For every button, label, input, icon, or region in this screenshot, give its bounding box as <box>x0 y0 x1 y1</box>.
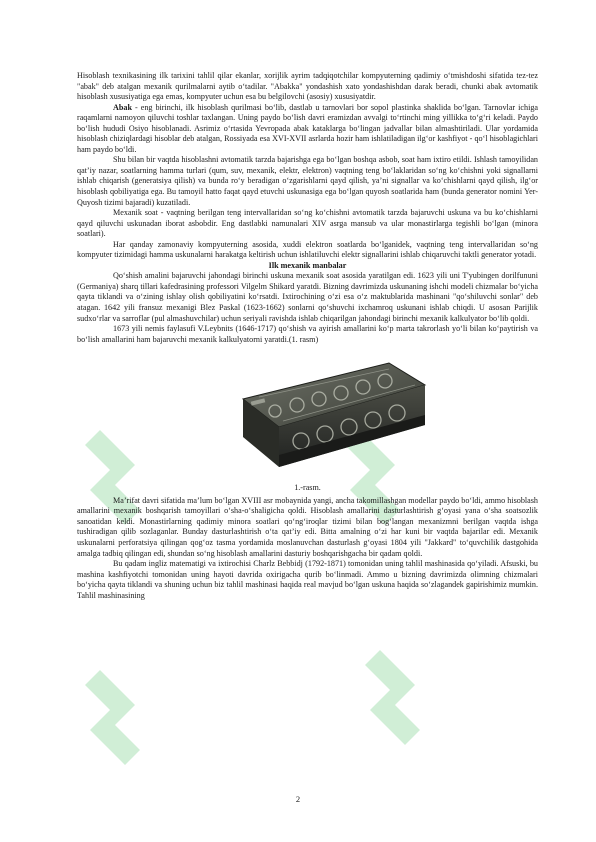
page-number: 2 <box>295 794 301 804</box>
watermark-logo-icon <box>80 660 160 770</box>
abak-text: - eng birinchi, ilk hisoblash qurilmasi bo‘lib, dastlab u tarnovlari bor sopol plastinka shaklida bo‘lgan. Tarnovlar ichiga raqamlarni namoyon qiluvchi toshlar taxlangan. Uning paydo bo‘lish davri eramizdan avvalgi to‘rtinchi ming yillikka to‘g‘ri keladi. Paydo bo‘lish hududi Osiyo hisoblanadi. Asrimiz o‘rtasida Yevropada abak kataklarga bo‘lingan jadvallar bilan almashtiriladi. Ular yordamida hisoblash chiziqlardagi hisoblar deb atalgan, Rossiyada esa XVI-XVII asrlarda hozir ham ishlatiladigan ilg‘or kashfiyot - qo‘l hisoblagichlari ham paydo bo‘ldi. <box>77 102 538 154</box>
watermark-logo-icon <box>360 640 440 750</box>
document-page <box>77 71 538 601</box>
abak-term: Abak <box>113 102 132 112</box>
paragraph: Hisoblash texnikasining ilk tarixini tahlil qilar ekanlar, xorijlik ayrim tadqiqotchilar kompyuterning qadimiy o‘tmishdoshi sifatida tez-tez "abak" deb atalgan mexanik qurilmalarni aytib o‘tadilar. "Abakka" yondashish xato yondashishdan darak beradi, chunki abak avtomatik hisoblash xususiyatiga ega emas, kompyuter uchun esa bu belgilovchi (asosiy) xususiyatdir. <box>77 71 538 102</box>
paragraph: Bu qadam ingliz matematigi va ixtirochisi Charlz Bebbidj (1792-1871) tomonidan uning tahlil mashinasida qo‘yiladi. Afsuski, bu mashina kashfiyotchi tomonidan uning hayoti davrida oxirigacha qurib bo‘linmadi. Ammo u bizning davrimizda olimning chizmalari bo‘yicha qayta tiklandi va shuning uchun biz tahlil mashinasi haqida real mavjud bo‘lgan uskuna haqida so‘zlagandek gapirishimiz mumkin. Tahlil mashinasining <box>77 559 538 600</box>
figure-caption: 1.-rasm. <box>294 483 321 493</box>
figure <box>77 355 538 483</box>
paragraph: Ma’rifat davri sifatida ma’lum bo‘lgan XVIII asr mobaynida yangi, ancha takomillashgan modellar paydo bo‘ldi, ammo hisoblash amallarini mexanik boshqarish tamoyillari o‘sha-o‘shaligicha qoldi. Hisoblash amallarini dasturlashtirish g‘oyasi yana o‘sha soatsozlik sanoatidan keldi. Monastirlarning qadimiy minora soatlari qo‘ng‘iroqlar tizimi bilan bog‘langan mexanizmni berilgan vaqtda ishga tushiradigan qilib sozlaganlar. Bunday dasturlashtirish o‘ta qat’iy edi. Bitta amalning o‘zi har kuni bir vaqtda bajarilar edi. Mexanik uskunalarni perforatsiya qilingan qog‘oz tasma yordamida moslanuvchan dasturlash g‘oyasi 1804 yili "Jakkard" to‘quvchilik dastgohida amalga tadbiq qilingan edi, shundan so‘ng hisoblash amallarini dasturiy boshqarishgacha bir qadam qoldi. <box>77 495 538 558</box>
paragraph: Mexanik soat - vaqtning berilgan teng intervallaridan so‘ng ko‘chishni avtomatik tarzda bajaruvchi uskuna va bu ko‘chishlarni qayd qiluvchi uskunadan iborat asbobdir. Eng dastlabki namunalari XIV asrga mansub va ular monastirlarga tegishli bo‘lgan (minora soatlari). <box>77 208 538 239</box>
paragraph: 1673 yili nemis faylasufi V.Leybnits (1646-1717) qo‘shish va ayirish amallarini ko‘p marta takrorlash yo‘li bilan ko‘paytirish va bo‘lish amallarini ham bajaruvchi mexanik kalkulyatorni yaratdi.(1. rasm) <box>77 324 538 344</box>
paragraph: Shu bilan bir vaqtda hisoblashni avtomatik tarzda bajarishga ega bo‘lgan boshqa asbob, soat ham ixtiro etildi. Ishlash tamoyilidan qat’iy nazar, soatlarning hamma turlari (qum, suv, mexanik, elektr, elektron) vaqtning teng bo‘laklaridan so‘ng ko‘chishni yoki signallarni ishlab chiqarish (generatsiya qilish) va bunda ro‘y beradigan o‘zgarishlarni qayd qilish, ya’ni signallar va ko‘chishlarni qayd qilish, ilg‘or hisoblash qobiliyatiga ega. Bu tamoyil hatto faqat qayd etuvchi uskunasiga ega bo‘lgan quyosh soatlarida ham (bunda generator nomini Yer-Quyosh tizimi bajaradi) kuzatiladi. <box>77 155 538 207</box>
paragraph: Har qanday zamonaviy kompyuterning asosida, xuddi elektron soatlarda bo‘lganidek, vaqtning teng intervallaridan so‘ng kompyuter tizimidagi hamma uskunalarni harakatga keltirish uchun ishlatiluvchi elektr signallarini ishlab chiqaruvchi taktli generator yotadi. <box>77 239 538 260</box>
leibniz-calculator-image <box>239 355 429 473</box>
abak-paragraph <box>77 103 538 156</box>
paragraph: Qo‘shish amalini bajaruvchi jahondagi birinchi uskuna mexanik soat asosida yaratilgan edi. 1623 yili uni T'yubingen dorilfununi (Germaniya) sharq tillari kafedrasining professori Vilgelm Shikard yaratdi. Bizning davrimizda uskunaning ishchi modeli chizmalar bo‘yicha qayta tiklandi va o‘zining ishlay olish qobiliyatini ko‘rsatdi. Ixtirochining o‘zi esa o‘z maktublarida mashinani "qo‘shiluvchi sonlar" deb atagan. 1642 yili fransuz mexanigi Blez Paskal (1623-1662) sonlarni qo‘shuvchi ixchamroq uskunani ishlab chiqdi. U asosan Parijlik sudxo‘rlar va sarroflar (pul almashuvchilar) uchun seriyali ravishda ishlab chiqarilgan jahondagi birinchi mexanik kalkulyator bo‘lib qoldi. <box>77 271 538 323</box>
section-heading: Ilk mexanik manbalar <box>268 260 347 270</box>
